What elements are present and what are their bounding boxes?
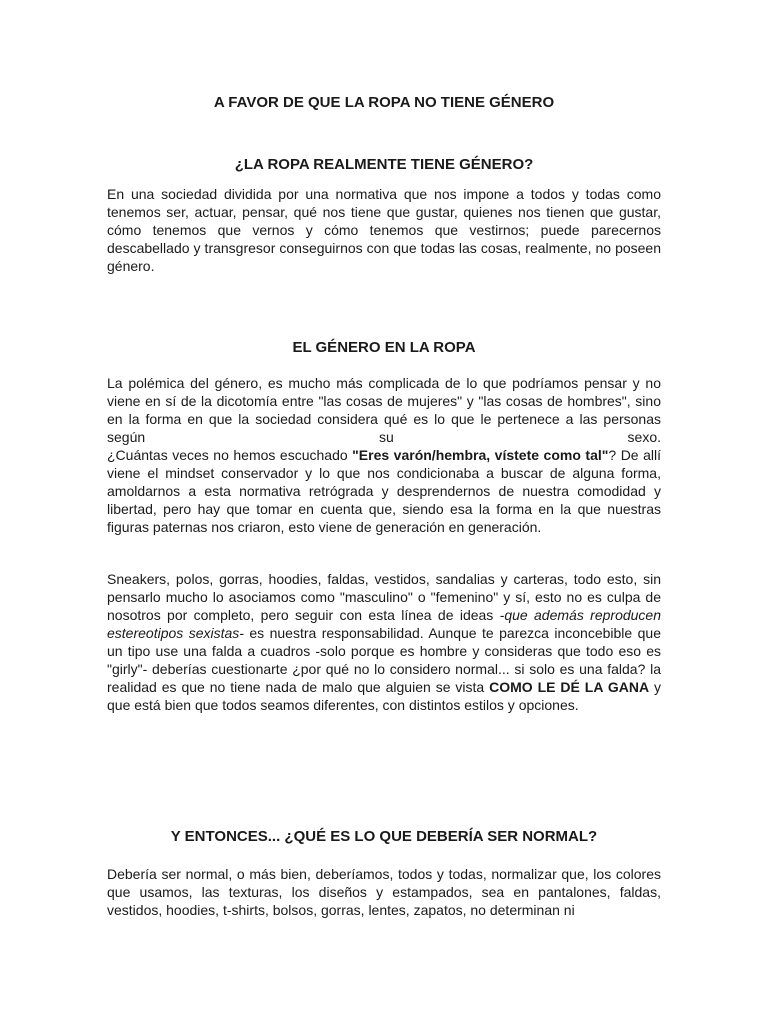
section-heading-genero-en-ropa: EL GÉNERO EN LA ROPA (292, 339, 476, 356)
section-heading-normal: Y ENTONCES... ¿QUÉ ES LO QUE DEBERÍA SER NORMAL? (170, 828, 598, 845)
paragraph-intro: En una sociedad dividida por una normativa que nos impone a todos y todas como tenemos ser, actuar, pensar, qué nos tiene que gustar, quienes nos tienen que gustar, cómo tenemos que vernos y cómo tenemos que vestirnos; puede parecernos descabellado y transgresor conseguirnos con que todas las cosas, realmente, no poseen género. (107, 186, 661, 274)
quote-eres-varon-hembra: "Eres varón/hembra, vístete como tal" (352, 447, 609, 463)
bold-como-le-de-la-gana: COMO LE DÉ LA GANA (489, 679, 650, 695)
paragraph-polemica-question-pre: ¿Cuántas veces no hemos escuchado (107, 447, 353, 463)
paragraph-polemica-first: La polémica del género, es mucho más complicada de lo que podríamos pensar y no viene en sí de la dicotomía entre "las cosas de mujeres" y "las cosas de hombres", sino en la forma en que la sociedad considera qué es lo que le pertenece a las personas según su sexo. (107, 375, 661, 445)
paragraph-sneakers (107, 570, 661, 714)
paragraph-sneakers-c: y que está bien que todos seamos diferentes, con distintos estilos y opciones. (107, 679, 662, 713)
paragraph-polemica (107, 374, 661, 536)
paragraph-sneakers-a: Sneakers, polos, gorras, hoodies, faldas, vestidos, sandalias y carteras, todo esto, sin pensarlo mucho lo asociamos como "masculino" o "femenino" y sí, esto no es culpa de nosotros por completo, pero seguir con esta línea de ideas (107, 571, 661, 623)
document-title: A FAVOR DE QUE LA ROPA NO TIENE GÉNERO (213, 94, 555, 111)
section-heading-ropa-genero: ¿LA ROPA REALMENTE TIENE GÉNERO? (234, 156, 534, 173)
paragraph-polemica-rest: ? De allí viene el mindset conservador y lo que nos condicionaba a buscar de alguna forma, amoldarnos a esta normativa retrógrada y desprendernos de nuestra comodidad y libertad, pero hay que tomar en cuenta que, siendo esa la forma en la que nuestras figuras paternas nos criaron, esto viene de generación en generación. (107, 447, 662, 535)
paragraph-deberia: Debería ser normal, o más bien, deberíamos, todos y todas, normalizar que, los colores que usamos, las texturas, los diseños y estampados, sea en pantalones, faldas, vestidos, hoodies, t-shirts, bolsos, gorras, lentes, zapatos, no determinan ni (107, 866, 661, 918)
italic-estereotipos: -que además reproducen estereotipos sexistas- (107, 607, 661, 641)
paragraph-sneakers-b: es nuestra responsabilidad. Aunque te parezca inconcebible que un tipo use una falda a cuadros -solo porque es hombre y consideras que todo eso es "girly"- deberías cuestionarte ¿por qué no lo considero normal... si solo es una falda? la realidad es que no tiene nada de malo que alguien se vista (107, 625, 661, 695)
